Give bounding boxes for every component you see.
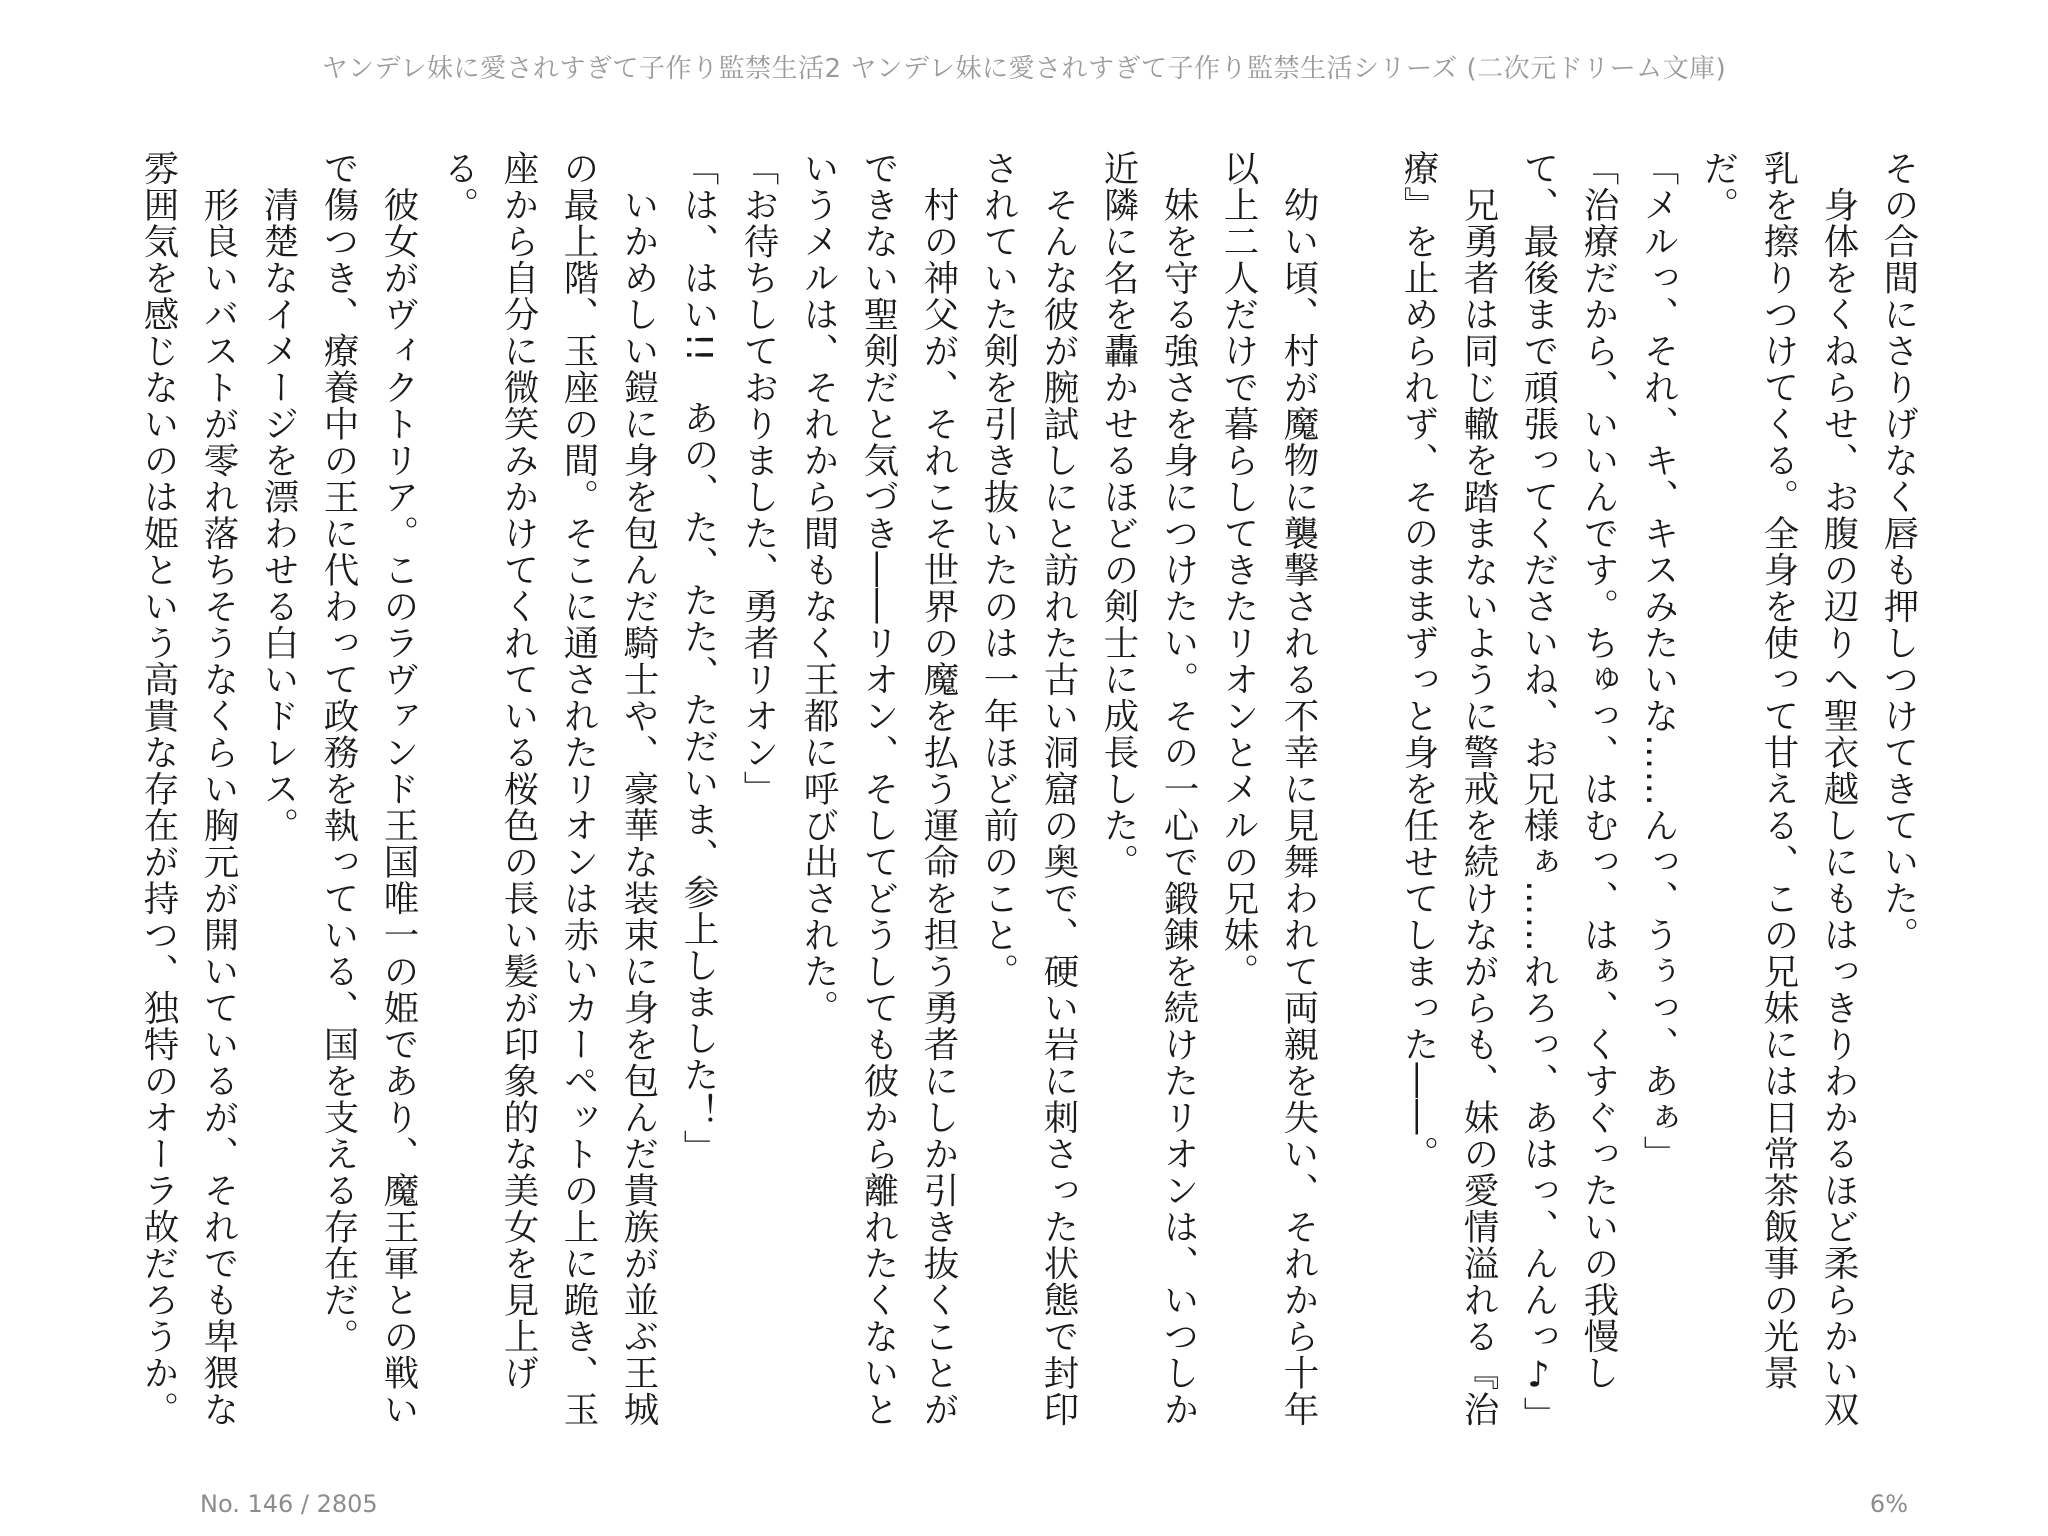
paragraph: 形良いバストが零れ落ちそうなくらい胸元が開いているが、それでも卑猥な雰囲気を感じないのは姫という高貴な存在が持つ、独特のオーラ故だろうか。	[138, 150, 239, 1428]
paragraph: 彼女がヴィクトリア。このラヴァンド王国唯一の姫であり、魔王軍との戦いで傷つき、療養中の王に代わって政務を執っている、国を支える存在だ。	[318, 150, 419, 1428]
paragraph: 「は、はい!! あの、た、たた、ただいま、参上しました！」	[678, 150, 719, 1166]
paragraph: 「メルっ、それ、キ、キスみたいな……んっ、うぅっ、あぁ」	[1638, 150, 1679, 1172]
paragraph: いかめしい鎧に身を包んだ騎士や、豪華な装束に身を包んだ貴族が並ぶ王城の最上階、玉座の間。そこに通されたリオンは赤いカーペットの上に跪き、玉座から自分に微笑みかけてくれている桜色の長い髪が印象的な美女を見上げる。	[438, 150, 659, 1428]
paragraph: 「お待ちしておりました、勇者リオン」	[738, 150, 779, 807]
book-title-header: ヤンデレ妹に愛されすぎて子作り監禁生活2 ヤンデレ妹に愛されすぎて子作り監禁生活シリーズ (二次元ドリーム文庫)	[321, 54, 1727, 84]
reading-progress-percent: 6%	[1869, 1490, 1908, 1518]
paragraph: 身体をくねらせ、お腹の辺りへ聖衣越しにもはっきりわかるほど柔らかい双乳を擦りつけてくる。全身を使って甘える、この兄妹には日常茶飯事の光景だ。	[1698, 150, 1859, 1428]
paragraph: そんな彼が腕試しにと訪れた古い洞窟の奥で、硬い岩に刺さった状態で封印されていた剣を引き抜いたのは一年ほど前のこと。	[978, 150, 1079, 1428]
paragraph: 妹を守る強さを身につけたい。その一心で鍛錬を続けたリオンは、いつしか近隣に名を轟かせるほどの剣士に成長した。	[1098, 150, 1199, 1428]
paragraph-blank-line	[1328, 150, 1388, 1440]
paragraph: 清楚なイメージを漂わせる白いドレス。	[258, 150, 299, 844]
paragraph: 幼い頃、村が魔物に襲撃される不幸に見舞われて両親を失い、それから十年以上二人だけで暮らしてきたリオンとメルの兄妹。	[1218, 150, 1319, 1428]
page-location-indicator[interactable]: No. 146 / 2805	[200, 1490, 378, 1518]
paragraph: その合間にさりげなく唇も押しつけてきていた。	[1878, 150, 1919, 953]
vertical-text-body	[108, 150, 1928, 1440]
paragraph: 村の神父が、それこそ世界の魔を払う運命を担う勇者にしか引き抜くことができない聖剣だと気づき――リオン、そしてどうしても彼から離れたくないというメルは、それから間もなく王都に呼び出された。	[798, 150, 959, 1428]
reader-page[interactable]	[108, 150, 1928, 1440]
paragraph: 兄勇者は同じ轍を踏まないように警戒を続けながらも、妹の愛情溢れる『治療』を止められず、そのままずっと身を任せてしまった――。	[1398, 150, 1499, 1428]
paragraph: 「治療だから、いいんです。ちゅっ、はむっ、はぁ、くすぐったいの我慢して、最後まで頑張ってくださいね、お兄様ぁ……れろっ、あはっ、んんっ♪」	[1518, 150, 1619, 1433]
